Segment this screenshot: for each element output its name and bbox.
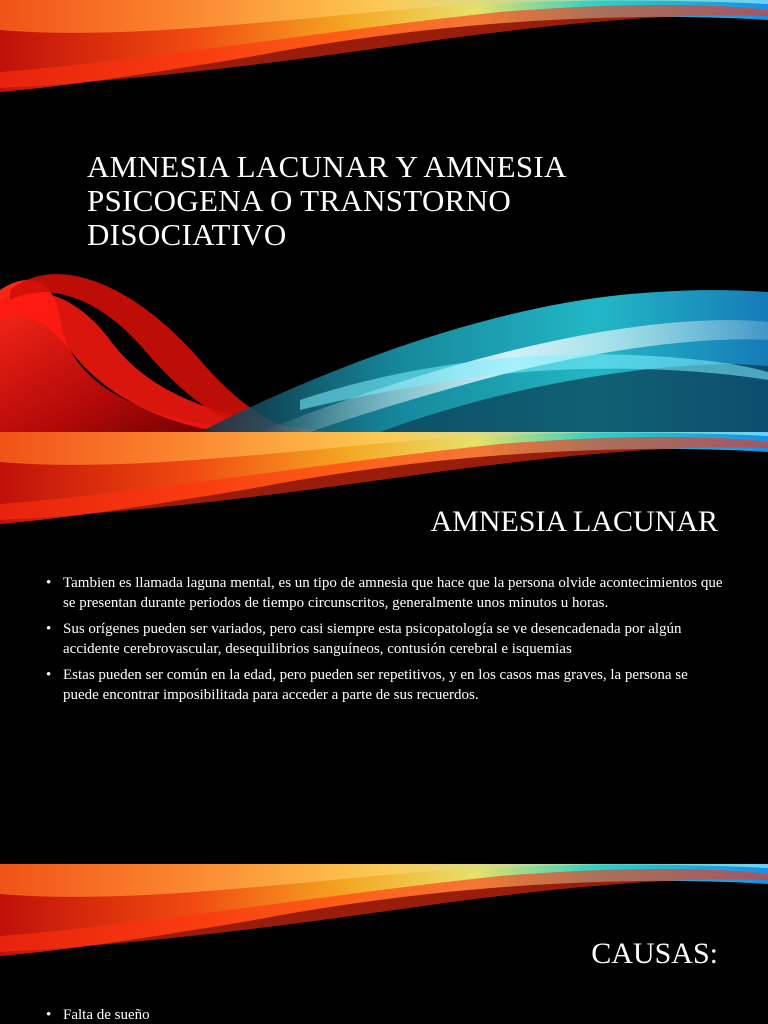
bullet-item: • Tambien es llamada laguna mental, es un tipo de amnesia que hace que la persona olvide acontecimientos que se presentan durante periodos de tiempo circunscritos, generalmente unos minutos u horas. (46, 574, 726, 613)
slide-heading: CAUSAS: (591, 937, 718, 970)
bullet-item: • Sus orígenes pueden ser variados, pero casi siempre esta psicopatología se ve desencadenada por algún accidente cerebrovascular, desequilibrios sanguíneos, contusión cerebral e isquemias (46, 620, 726, 659)
slide-causas (0, 864, 768, 1024)
bullet-list (46, 574, 726, 712)
slide-title (0, 0, 768, 432)
bullet-list (46, 1006, 726, 1024)
slide-heading: AMNESIA LACUNAR (430, 505, 718, 538)
bullet-item: • Falta de sueño (46, 1006, 726, 1024)
bullet-item: • Estas pueden ser común en la edad, pero pueden ser repetitivos, y en los casos mas graves, la persona se puede encontrar imposibilitada para acceder a parte de sus recuerdos. (46, 666, 726, 705)
slide-amnesia-lacunar (0, 432, 768, 864)
presentation-title: AMNESIA LACUNAR Y AMNESIA PSICOGENA O TRANSTORNO DISOCIATIVO (87, 149, 565, 252)
